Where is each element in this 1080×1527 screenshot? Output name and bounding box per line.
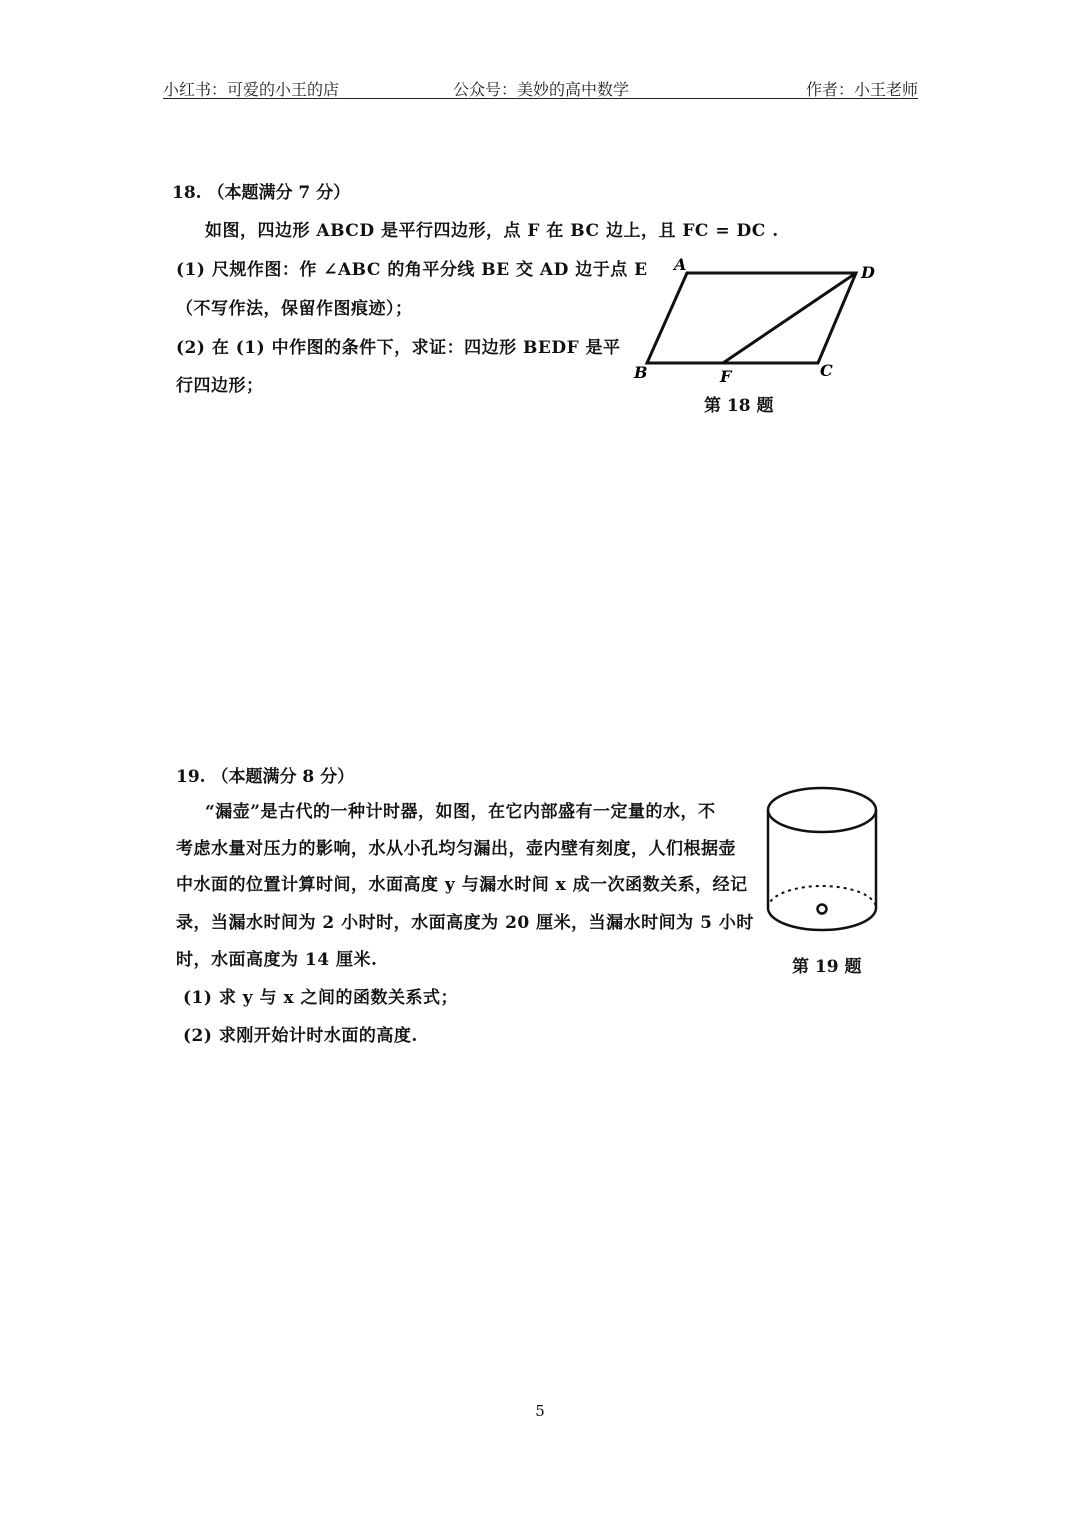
header-left: 小红书：可爱的小王的店 [163,80,340,99]
q19-line: (2) 求刚开始计时水面的高度. [183,1026,418,1046]
parallelogram-abcd [647,273,856,363]
q19-figure-caption: 第 19 题 [792,957,862,977]
q19-line: (1) 求 y 与 x 之间的函数关系式； [183,988,459,1008]
q18-title: 18. （本题满分 7 分） [172,183,351,203]
water-clock-figure [760,780,885,945]
q19-line: 中水面的位置计算时间，水面高度 y 与漏水时间 x 成一次函数关系，经记 [176,875,748,895]
q18-line: 行四边形； [176,376,264,396]
q18-line: （不写作法，保留作图痕迹）； [176,299,413,319]
q18-line: (1) 尺规作图：作 ∠ABC 的角平分线 BE 交 AD 边于点 E [176,260,648,280]
leak-hole [818,905,827,914]
label-d: D [861,263,875,282]
q19-title: 19. （本题满分 8 分） [176,767,355,787]
cylinder-top [768,788,876,832]
label-b: B [634,363,648,382]
q19-line: 录，当漏水时间为 2 小时时，水面高度为 20 厘米，当漏水时间为 5 小时 [176,913,754,933]
page-number: 5 [535,1402,545,1420]
label-c: C [820,361,833,380]
cylinder-bottom-front [768,908,876,930]
parallelogram-figure [620,250,890,400]
label-f: F [720,367,732,386]
q19-line: “漏壶”是古代的一种计时器，如图，在它内部盛有一定量的水，不 [205,802,716,822]
header-right: 作者：小王老师 [805,80,918,99]
page-header [163,74,918,99]
label-a: A [674,255,687,274]
q18-line: (2) 在 (1) 中作图的条件下，求证：四边形 BEDF 是平 [176,338,621,358]
header-middle: 公众号：美妙的高中数学 [453,80,630,99]
q18-figure-caption: 第 18 题 [704,396,774,416]
q18-line: 如图，四边形 ABCD 是平行四边形，点 F 在 BC 边上，且 FC = DC . [205,221,779,241]
q19-line: 时，水面高度为 14 厘米. [176,950,378,970]
q19-line: 考虑水量对压力的影响，水从小孔均匀漏出，壶内壁有刻度，人们根据壶 [176,839,736,859]
